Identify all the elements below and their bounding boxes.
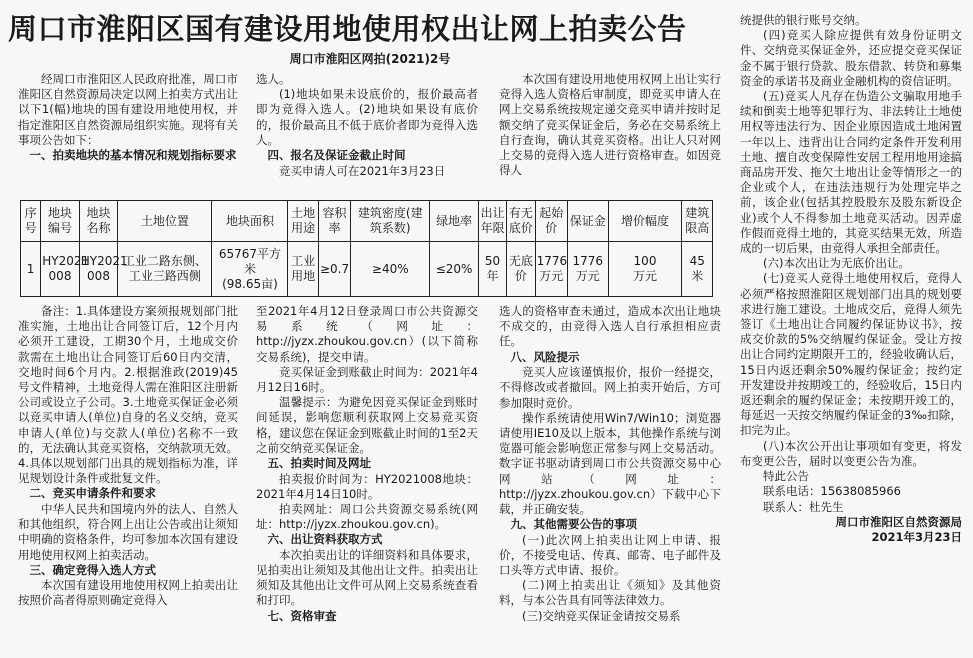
cell-reserve [507, 242, 535, 297]
table-header-row [21, 201, 713, 242]
header-cell: 起始价 [535, 201, 567, 242]
column-2-top [256, 72, 478, 179]
header-cell: 出让年限 [478, 201, 506, 242]
section-9-heading: 九、其他需要公告的事项 [510, 517, 637, 532]
other-item-1: (一)此次网上拍卖出让网上申请、报价，不接受电话、传真、邮寄、电子邮件及口头等方式申请、报价。 [499, 532, 721, 578]
cell-deposit [568, 242, 609, 297]
contact-phone: 联系电话：15638085966 [763, 484, 901, 499]
section-3-text: 本次国有建设用地使用权网上拍卖出让按照价高者得原则确定竞得入 [18, 578, 238, 608]
cell-line: 45 [689, 254, 705, 268]
cell-line: 米 [691, 269, 704, 283]
other-item-8: (八)本次公开出让事项如有变更，将发布变更公告，届时以变更公告为准。 [740, 438, 962, 468]
column-3-top [499, 72, 721, 178]
col4-continuation: 统提供的银行账号交纳。 [740, 13, 867, 27]
header-cell: 增价幅度 [608, 201, 682, 242]
column-2-bottom [256, 304, 478, 624]
parcel-table [20, 200, 713, 297]
cell-line: 工业 [291, 254, 316, 268]
header-cell: 建筑限高 [682, 201, 713, 242]
header-cell: 地块面积 [212, 201, 288, 242]
header-cell: 地块编号 [41, 201, 80, 242]
cell-use [288, 242, 318, 297]
column-1-bottom [18, 304, 238, 609]
cell-line: 008 [87, 269, 110, 283]
cell-line: 价 [514, 269, 527, 283]
cell-density: ≥40% [351, 242, 430, 297]
cell-increment [608, 242, 682, 297]
section-2-heading: 二、竞买申请条件和要求 [29, 486, 156, 501]
section-2-text: 中华人民共和国境内外的法人、自然人和其他组织，符合网上出让公告或出让须知中明确的资格条件，均可参加本次国有建设用地使用权网上拍卖活动。 [18, 501, 238, 562]
cell-line: 工业三路西侧 [128, 269, 201, 283]
cell-line: HY2021 [42, 254, 90, 268]
cell-line: HY2021 [80, 254, 128, 268]
section-3-heading: 三、确定竞得入选人方式 [29, 562, 156, 577]
cell-line: 1776 [572, 254, 604, 268]
issuer-name: 周口市淮阳区自然资源局 [835, 514, 962, 529]
cell-name [79, 242, 128, 297]
header-cell: 绿地率 [430, 201, 479, 242]
section-1-heading: 一、拍卖地块的基本情况和规划指标要求 [29, 148, 237, 163]
materials-paragraph: 本次拍卖出让的详细资料和具体要求，见拍卖出让须知及其他出让文件。拍卖出让须知及其他出让文件可从网上交易系统查看和打印。 [256, 547, 478, 608]
column-1-top [18, 72, 238, 164]
section-4-heading: 四、报名及保证金截止时间 [267, 148, 406, 163]
closing-text: 特此公告 [763, 469, 809, 484]
deposit-deadline-paragraph: 竞买保证金到账截止时间为：2021年4月12日16时。 [256, 364, 478, 395]
cell-line: 100 [633, 254, 657, 268]
header-cell: 容积率 [318, 201, 350, 242]
cell-location [118, 242, 212, 297]
section-8-heading: 八、风险提示 [510, 349, 580, 364]
section-7-heading: 七、资格审查 [267, 608, 337, 623]
header-cell: 土地用途 [288, 201, 318, 242]
cell-height [682, 242, 713, 297]
cell-line: 1776 [536, 254, 568, 268]
auction-url-paragraph: 拍卖网址：周口公共资源交易系统(网址：http://jyzx.zhoukou.gov.cn)。 [256, 501, 478, 532]
col3-continuation: 选人的资格审查未通过，造成本次出让地块不成交的，由竞得入选人自行承担相应责任。 [499, 304, 721, 349]
cell-no: 1 [21, 242, 41, 297]
intro-paragraph: 经周口市淮阳区人民政府批准，周口市淮阳区自然资源局决定以网上拍卖方式出让以下1(幅)地块的国有建设用地使用权，并指定淮阳区自然资源局组织实施。现将有关事项公告如下： [18, 72, 238, 147]
cell-line: 工业二路东侧、 [122, 254, 207, 268]
cell-line: 万元 [633, 269, 658, 283]
cell-code [41, 242, 90, 297]
other-item-6: (六)本次出让为无底价出让。 [763, 256, 910, 271]
header-cell: 有无底价 [507, 201, 535, 242]
cell-line: (98.65亩) [222, 276, 278, 291]
cell-line: 万元 [539, 269, 564, 283]
cell-start-price [535, 242, 567, 297]
cell-line: 65767平方米 [218, 246, 282, 276]
other-item-4: (四)竞买人除应提供有效身份证明文件、交纳竞买保证金外，还应提交竞买保证金不属于银行贷款、股东借款、转贷和募集资金的承诺书及商业金融机构的资信证明。 [740, 28, 962, 88]
cell-line: 用地 [291, 269, 316, 283]
col2-continuation: 选人。 [256, 72, 291, 86]
bid-rule-paragraph: (1)地块如果未设底价的，报价最高者即为竞得入选人。(2)地块如果设有底价的，报价最高且不低于底价者即为竞得入选人。 [256, 87, 478, 147]
other-item-7: (七)竞买人竞得土地使用权后，竞得人必须严格按照淮阳区规划部门出具的规划要求进行施工建设。土地成交后，竞得人须先签订《土地出让合同履约保证协议书》，按成交价款的5%交纳履约保证金。受让方按出让合同约定期限开工的，经验收确认后，15日内返还剩余50%履约保证金；按约定开发建设并按期竣工的，经验收后，15日内返还剩余的履约保证金；未按期开竣工的，每延迟一天按交纳履约保证金的3‰扣除，扣完为止。 [740, 271, 962, 438]
reminder-paragraph: 温馨提示：为避免因竞买保证金到账时间延误，影响您顺利获取网上交易竞买资格，建议您在保证金到账截止时间的1至2天之前交纳竞买保证金。 [256, 395, 478, 455]
column-4 [740, 13, 962, 545]
qualification-review-paragraph: 本次国有建设用地使用权网上出让实行竞得入选人资格后审制度，即竞买申请人在网上交易系统按规定递交竞买申请并按时足额交纳了竞买保证金后，务必在交易系统上自行查询，确认其竞买资格。出让人只对网上交易的竞得入选人进行资格审查。如因竞得人 [499, 72, 721, 178]
header-cell: 建筑密度(建筑系数) [351, 201, 430, 242]
registration-period-paragraph: 至2021年4月12日登录周口市公共资源交易系统（网址：http://jyzx.zhoukou.gov.cn）(以下简称交易系统)，提交申请。 [256, 304, 478, 364]
cell-line: 50 [484, 254, 501, 268]
risk-paragraph: 竞买人应该谨慎报价，报价一经提交，不得修改或者撤回。网上拍卖开始后，方可参加限时竞价。 [499, 365, 721, 410]
section-5-heading: 五、拍卖时间及网址 [267, 456, 371, 471]
other-item-2: (二)网上拍卖出让《须知》及其他资料，与本公告具有同等法律效力。 [499, 578, 721, 608]
cell-line: 无底 [508, 254, 533, 268]
cell-line: 008 [48, 269, 72, 283]
cell-line: 万元 [575, 269, 600, 283]
other-item-5: (五)竞买人凡存在伪造公文骗取用地手续和倒卖土地等犯罪行为、非法转让土地使用权等违法行为、因企业原因造成土地闲置一年以上、违背出让合同约定条件开发利用土地、擅自改变保障性安居工程用地用途搞商品房开发、拖欠土地出让金等情形之一的企业或个人，在违法违规行为处理完毕之前，该企业(包括其控股股东及股东新设企业)或个人不得参加土地竞买活动。因弄虚作假而竞得土地的，其竞买结果无效，所造成的一切后果，由竞得人承担全部责任。 [740, 89, 962, 256]
document-number: 周口市淮阳区网拍(2021)2号 [289, 52, 451, 66]
header-cell: 土地位置 [118, 201, 212, 242]
table-row [21, 242, 713, 297]
column-3-bottom [499, 304, 721, 624]
system-requirements-paragraph: 操作系统请使用Win7/Win10；浏览器请使用IE10及以上版本，其他操作系统与浏览器可能会影响您正常参与网上交易活动。数字证书驱动请到周口市公共资源交易中心网站（网址：http://jyzx.zhoukou.gov.cn）下载中心下载，并正确安装。 [499, 410, 721, 516]
cell-far: ≥0.7 [318, 242, 350, 297]
section-6-heading: 六、出让资料获取方式 [267, 532, 383, 547]
notice-title: 周口市淮阳区国有建设用地使用权出让网上拍卖公告 [8, 12, 687, 46]
issue-date: 2021年3月23日 [871, 529, 962, 544]
cell-area [212, 242, 288, 297]
header-cell: 地块名称 [79, 201, 118, 242]
cell-green: ≤20% [430, 242, 479, 297]
contact-person: 联系人：杜先生 [763, 499, 844, 514]
notes-paragraph: 备注：1.具体建设方案须报规划部门批准实施，土地出让合同签订后，12个月内必须开工建设，工期30个月，土地成交价款需在土地出让合同签订后60日内交清，交地时间6个月内。2.根据淮政(2019)45号文件精神，土地竞得人需在淮阳区注册新公司或设立子公司。3.土地竞买保证金必须以竞买申请人(单位)自身的名义交纳，竞买申请人(单位)与交款人(单位)名称不一致的，无法确认其竞买资格，交纳款项无效。4.具体以规划部门出具的规划指标为准，详见规划设计条件或批复文件。 [18, 304, 238, 486]
registration-start-paragraph: 竞买申请人可在2021年3月23日 [279, 163, 446, 178]
header-cell: 保证金 [568, 201, 609, 242]
cell-line: 年 [486, 269, 499, 283]
other-item-3: (三)交纳竞买保证金请按交易系 [522, 608, 681, 623]
cell-years [478, 242, 506, 297]
auction-time-paragraph: 拍卖报价时间为：HY2021008地块：2021年4月14日10时。 [256, 471, 478, 501]
header-cell: 序号 [21, 201, 41, 242]
